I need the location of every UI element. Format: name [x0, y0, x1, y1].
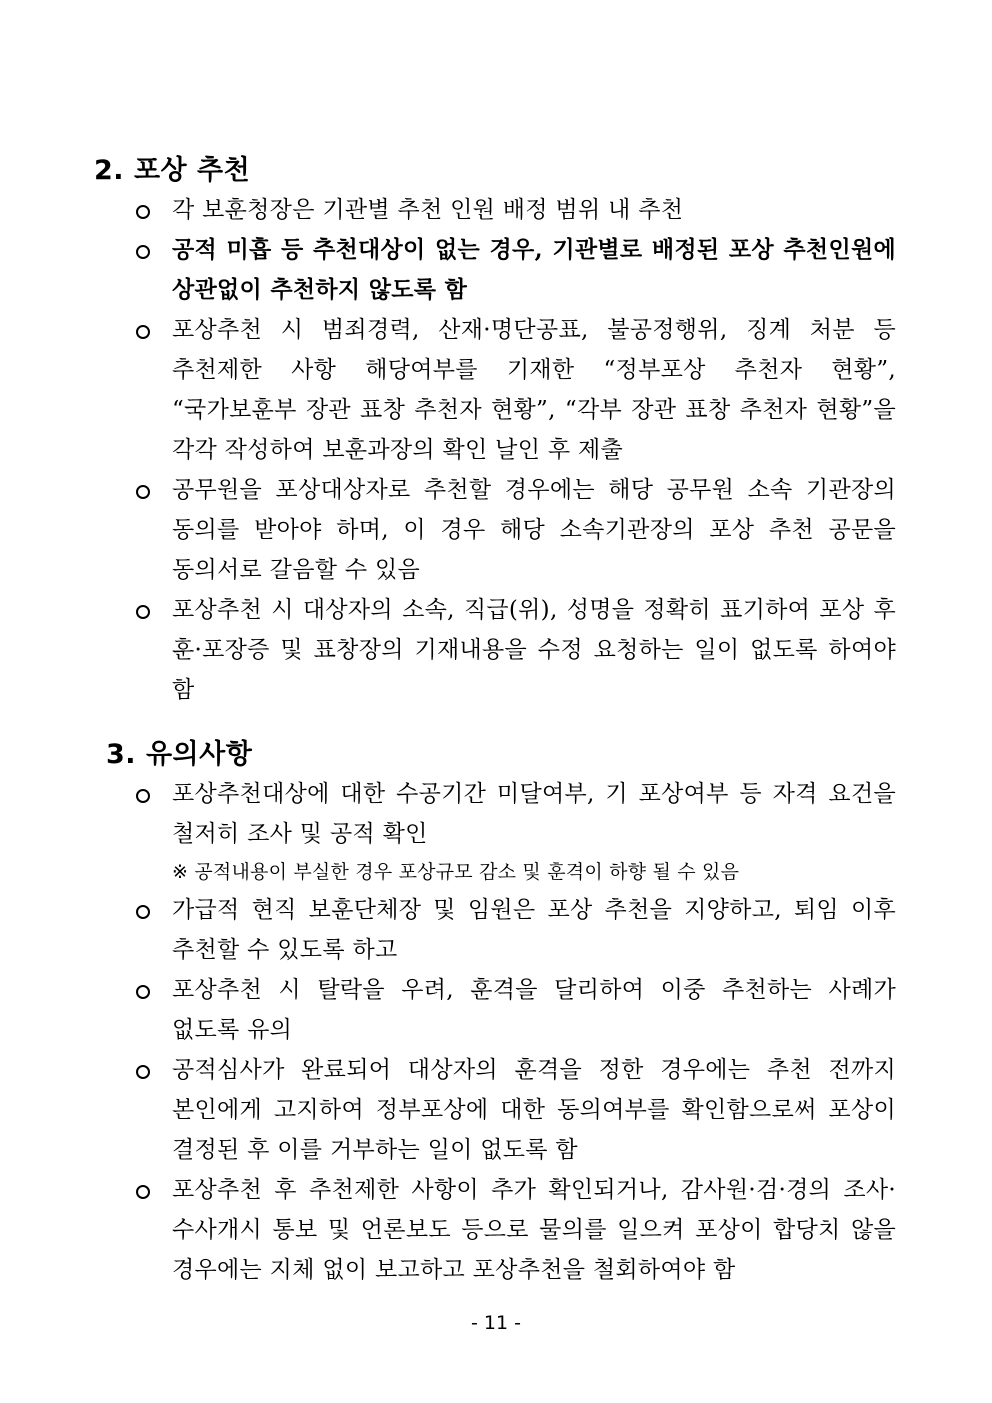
- bullet-icon: [134, 1183, 152, 1201]
- list-item: 각 보훈청장은 기관별 추천 인원 배정 범위 내 추천: [172, 197, 684, 223]
- page-number: - 11 -: [471, 1312, 521, 1334]
- list-item: 포상추천대상에 대한 수공기간 미달여부, 기 포상여부 등 자격 요건을 철저히 조사 및 공적 확인: [172, 781, 896, 847]
- section-heading-precautions: 3. 유의사항: [106, 739, 253, 770]
- bullet-icon: [134, 1063, 152, 1081]
- list-item: 공무원을 포상대상자로 추천할 경우에는 해당 공무원 소속 기관장의 동의를 받아야 하며, 이 경우 해당 소속기관장의 포상 추천 공문을 동의서로 갈음할 수 있음: [172, 477, 896, 583]
- list-item: 가급적 현직 보훈단체장 및 임원은 포상 추천을 지양하고, 퇴임 이후 추천할 수 있도록 하고: [172, 897, 896, 963]
- bullet-icon: [134, 787, 152, 805]
- bullet-icon: [134, 903, 152, 921]
- list-item: 포상추천 시 탈락을 우려, 훈격을 달리하여 이중 추천하는 사례가 없도록 유의: [172, 977, 896, 1043]
- bullet-icon: [134, 603, 152, 621]
- list-item-emphasis: 공적 미흡 등 추천대상이 없는 경우, 기관별로 배정된 포상 추천인원에 상관없이 추천하지 않도록 함: [172, 236, 896, 303]
- list-item: 포상추천 시 대상자의 소속, 직급(위), 성명을 정확히 표기하여 포상 후 훈·포장증 및 표창장의 기재내용을 수정 요청하는 일이 없도록 하여야 함: [172, 597, 896, 703]
- list-item: 공적심사가 완료되어 대상자의 훈격을 정한 경우에는 추천 전까지 본인에게 고지하여 정부포상에 대한 동의여부를 확인함으로써 포상이 결정된 후 이를 거부하는 일이 없도록 함: [172, 1057, 896, 1163]
- reference-note: ※ 공적내용이 부실한 경우 포상규모 감소 및 훈격이 하향 될 수 있음: [172, 861, 740, 883]
- bullet-icon: [134, 983, 152, 1001]
- bullet-icon: [134, 203, 152, 221]
- bullet-icon: [134, 483, 152, 501]
- bullet-icon: [134, 323, 152, 341]
- list-item: 포상추천 시 범죄경력, 산재·명단공표, 불공정행위, 징계 처분 등 추천제한 사항 해당여부를 기재한 “정부포상 추천자 현황”, “국가보훈부 장관 표창 추천자 현황”, “각부 장관 표창 추천자 현황”을 각각 작성하여 보훈과장의 확인 날인 후 제출: [172, 317, 896, 463]
- section-heading-award-recommendation: 2. 포상 추천: [94, 155, 251, 186]
- list-item: 포상추천 후 추천제한 사항이 추가 확인되거나, 감사원·검·경의 조사·수사개시 통보 및 언론보도 등으로 물의를 일으켜 포상이 합당치 않을 경우에는 지체 없이 보고하고 포상추천을 철회하여야 함: [172, 1177, 896, 1283]
- bullet-icon: [134, 243, 152, 261]
